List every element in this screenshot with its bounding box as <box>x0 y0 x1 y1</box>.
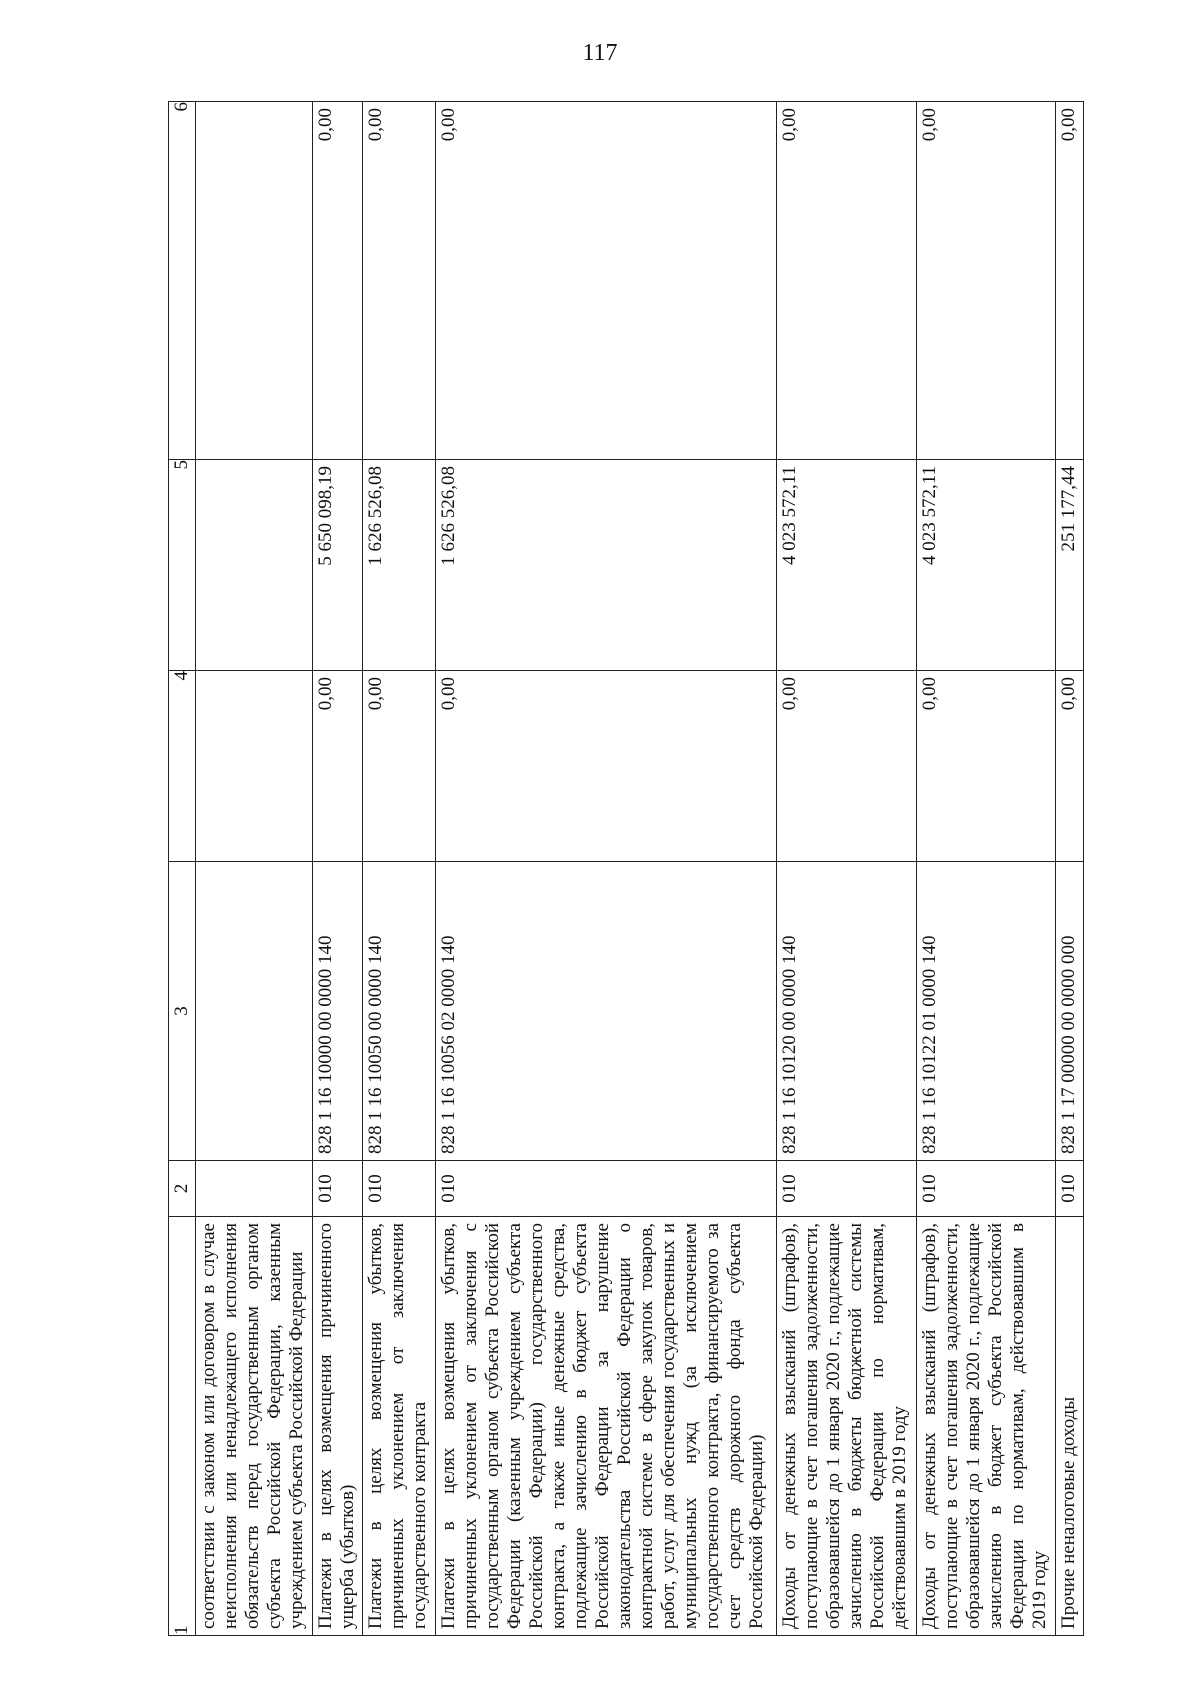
cell-code: 010 <box>1056 1161 1084 1217</box>
cell-description: Платежи в целях возмещения убытков, причиненных уклонением от заключения с государственным органом субъекта Российской Федерации (казенным учреждением субъекта Российской Федерации) государственного контракта, а также иные денежные средства, подлежащие зачислению в бюджет субъекта Российской Федерации за нарушение законодательства Российской Федерации о контрактной системе в сфере закупок товаров, работ, услуг для обеспечения государственных и муниципальных нужд (за исключением государственного контракта, финансируемого за счет средств дорожного фонда субъекта Российской Федерации) <box>435 1217 777 1636</box>
cell-code: 010 <box>435 1161 777 1217</box>
table-row <box>196 102 313 1636</box>
cell-description: Платежи в целях возмещения убытков, причиненных уклонением от заключения государственного контракта <box>363 1217 435 1636</box>
revenue-table <box>168 101 1084 1636</box>
cell-code: 010 <box>916 1161 1056 1217</box>
cell-amount-4: 0,00 <box>313 671 363 862</box>
cell-amount-6: 0,00 <box>363 102 435 460</box>
cell-kbk: 828 1 17 00000 00 0000 000 <box>1056 862 1084 1161</box>
cell-amount-5: 1 626 526,08 <box>435 460 777 671</box>
cell-kbk <box>196 862 313 1161</box>
table-row <box>363 102 435 1636</box>
cell-code <box>196 1161 313 1217</box>
cell-amount-6: 0,00 <box>916 102 1056 460</box>
cell-kbk: 828 1 16 10050 00 0000 140 <box>363 862 435 1161</box>
cell-description: Доходы от денежных взысканий (штрафов), поступающие в счет погашения задолженности, образовавшейся до 1 января 2020 г., подлежащие зачислению в бюджет субъекта Российской Федерации по нормативам, действовавшим в 2019 году <box>916 1217 1056 1636</box>
header-col-5: 5 <box>169 460 196 671</box>
cell-kbk: 828 1 16 10122 01 0000 140 <box>916 862 1056 1161</box>
cell-description: Платежи в целях возмещения причиненного ущерба (убытков) <box>313 1217 363 1636</box>
table-row <box>916 102 1056 1636</box>
cell-amount-5 <box>196 460 313 671</box>
cell-amount-4: 0,00 <box>916 671 1056 862</box>
cell-amount-6 <box>196 102 313 460</box>
table-header <box>169 102 196 1636</box>
table-row <box>1056 102 1084 1636</box>
cell-amount-5: 5 650 098,19 <box>313 460 363 671</box>
cell-amount-4 <box>196 671 313 862</box>
cell-amount-5: 4 023 572,11 <box>777 460 917 671</box>
cell-amount-6: 0,00 <box>777 102 917 460</box>
cell-kbk: 828 1 16 10056 02 0000 140 <box>435 862 777 1161</box>
cell-kbk: 828 1 16 10000 00 0000 140 <box>313 862 363 1161</box>
cell-amount-4: 0,00 <box>777 671 917 862</box>
cell-amount-4: 0,00 <box>435 671 777 862</box>
cell-amount-5: 1 626 526,08 <box>363 460 435 671</box>
cell-code: 010 <box>777 1161 917 1217</box>
header-col-3: 3 <box>169 862 196 1161</box>
cell-amount-5: 4 023 572,11 <box>916 460 1056 671</box>
header-col-1: 1 <box>169 1217 196 1636</box>
page-number: 117 <box>582 40 618 66</box>
cell-description: соответствии с законом или договором в случае неисполнения или ненадлежащего исполнения обязательств перед государственным органом субъекта Российской Федерации, казенным учреждением субъекта Российской Федерации <box>196 1217 313 1636</box>
cell-description: Доходы от денежных взысканий (штрафов), поступающие в счет погашения задолженности, образовавшейся до 1 января 2020 г., подлежащие зачислению в бюджеты бюджетной системы Российской Федерации по нормативам, действовавшим в 2019 году <box>777 1217 917 1636</box>
table-row <box>777 102 917 1636</box>
header-col-6: 6 <box>169 102 196 460</box>
header-col-2: 2 <box>169 1161 196 1217</box>
cell-amount-6: 0,00 <box>435 102 777 460</box>
cell-code: 010 <box>363 1161 435 1217</box>
revenue-table-container <box>168 102 1084 1636</box>
rotated-table-frame <box>168 102 1084 1636</box>
cell-kbk: 828 1 16 10120 00 0000 140 <box>777 862 917 1161</box>
header-col-4: 4 <box>169 671 196 862</box>
header-row <box>169 102 196 1636</box>
cell-amount-6: 0,00 <box>1056 102 1084 460</box>
table-row <box>313 102 363 1636</box>
cell-description: Прочие неналоговые доходы <box>1056 1217 1084 1636</box>
cell-amount-6: 0,00 <box>313 102 363 460</box>
cell-amount-5: 251 177,44 <box>1056 460 1084 671</box>
cell-amount-4: 0,00 <box>363 671 435 862</box>
table-row <box>435 102 777 1636</box>
cell-code: 010 <box>313 1161 363 1217</box>
cell-amount-4: 0,00 <box>1056 671 1084 862</box>
